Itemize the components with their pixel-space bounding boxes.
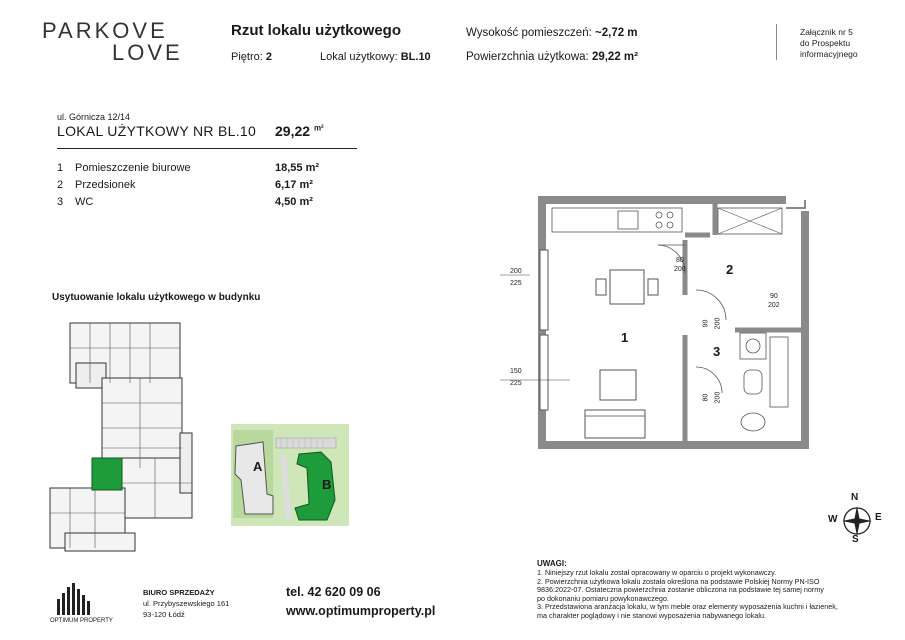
room-name: Przedsionek: [75, 179, 136, 191]
dim-door-3-height: 200: [714, 317, 722, 330]
unit-area-value: 29,22: [275, 123, 311, 139]
attachment-line2: do Prospektu: [800, 38, 851, 48]
dim-door-3-width: 90: [702, 319, 710, 328]
sales-office-city: 93-120 Łódź: [143, 610, 185, 619]
unit-value: BL.10: [400, 51, 431, 63]
unit-highlight: [92, 458, 122, 490]
website-link[interactable]: www.optimumproperty.pl: [286, 604, 436, 618]
room-number: 1: [57, 162, 64, 174]
dim-window-2-height: 225: [510, 380, 522, 387]
attachment-line3: informacyjnego: [800, 49, 858, 59]
logo-line1: PARKOVE: [42, 18, 168, 43]
note-line: 3. Przedstawiona aranżacja lokalu, w tym meble oraz elementy wyposażenia kuchni i łazienek,: [537, 602, 838, 612]
site-map: [231, 424, 349, 526]
room-area: 6,17 m²: [275, 179, 313, 191]
note-line: ma charakter poglądowy i nie stanowi wyposażenia nabywanego lokalu.: [537, 610, 766, 620]
plan-room-3: 3: [713, 344, 721, 359]
height-label: Wysokość pomieszczeń:: [466, 27, 592, 39]
unit-area-unit: m²: [313, 123, 324, 133]
header-divider: [776, 24, 777, 60]
compass-s: S: [852, 534, 859, 545]
compass-rose-icon: [840, 504, 874, 538]
notes-text: [537, 569, 897, 621]
dim-window-1-width: 200: [510, 268, 522, 275]
dim-door-1-width: 80: [676, 257, 684, 264]
brand-name: OPTIMUM PROPERTY: [50, 618, 113, 624]
plan-room-1: 1: [621, 330, 629, 345]
floor-label: Piętro:: [231, 51, 263, 63]
page-title: Rzut lokalu użytkowego: [231, 22, 402, 39]
location-title: Usytuowanie lokalu użytkowego w budynku: [52, 292, 261, 303]
compass-e: E: [875, 512, 882, 523]
room-name: WC: [75, 196, 94, 208]
note-line: 1. Niniejszy rzut lokalu został opracowany w oparciu o projekt wykonawczy.: [537, 568, 777, 577]
building-a-label: A: [253, 459, 263, 474]
dim-door-4-width: 80: [702, 393, 710, 402]
area-info: [466, 51, 638, 63]
unit-info: [320, 51, 431, 63]
area-label: Powierzchnia użytkowa:: [466, 51, 589, 63]
unit-address: ul. Górnicza 12/14: [57, 112, 131, 122]
attachment-note: [800, 27, 858, 60]
room-area: 18,55 m²: [275, 162, 320, 174]
sales-office-street: ul. Przybyszewskiego 161: [143, 599, 230, 608]
room-area: 4,50 m²: [275, 196, 313, 208]
dim-door-2-height: 202: [768, 302, 780, 309]
sales-office-title: BIURO SPRZEDAŻY: [143, 588, 215, 597]
height-info: [466, 27, 638, 39]
room-name: Pomieszczenie biurowe: [75, 162, 191, 174]
dim-door-1-height: 200: [674, 266, 686, 273]
unit-label: Lokal użytkowy:: [320, 51, 398, 63]
height-value: ~2,72 m: [595, 27, 638, 39]
compass-n: N: [851, 492, 859, 503]
floor-info: [231, 51, 272, 63]
dim-door-4-height: 200: [714, 391, 722, 404]
unit-area: [275, 123, 324, 139]
sales-office: [143, 587, 229, 620]
plan-room-2: 2: [726, 262, 734, 277]
attachment-line1: Załącznik nr 5: [800, 27, 853, 37]
area-value: 29,22 m²: [591, 51, 638, 63]
phone-link[interactable]: tel. 42 620 09 06: [286, 585, 381, 599]
notes-title: UWAGI:: [537, 559, 567, 568]
room-number: 2: [57, 179, 64, 191]
note-line: po dokonaniu pomiaru powykonawczego.: [537, 593, 669, 603]
building-b-label: B: [322, 477, 332, 492]
unit-name: LOKAL UŻYTKOWY NR BL.10: [57, 123, 257, 139]
floor-value: 2: [265, 51, 272, 63]
compass-w: W: [828, 514, 838, 525]
note-line: 9836:2022-07. Ostateczna powierzchnia zostanie obliczona na podstawie tej samej normy: [537, 585, 824, 595]
room-number: 3: [57, 196, 64, 208]
logo-line2: LOVE: [112, 40, 183, 65]
note-line: 2. Powierzchnia użytkowa lokalu została określona na podstawie Polskiej Normy PN-ISO: [537, 576, 820, 586]
unit-floor-plan: [500, 195, 810, 455]
dim-window-2-width: 150: [510, 368, 522, 375]
building-floor-plan: [40, 318, 200, 553]
dim-door-2-width: 90: [770, 293, 778, 300]
optimum-property-logo-icon: [55, 583, 95, 615]
unit-divider: [57, 148, 357, 149]
dim-window-1-height: 225: [510, 280, 522, 287]
